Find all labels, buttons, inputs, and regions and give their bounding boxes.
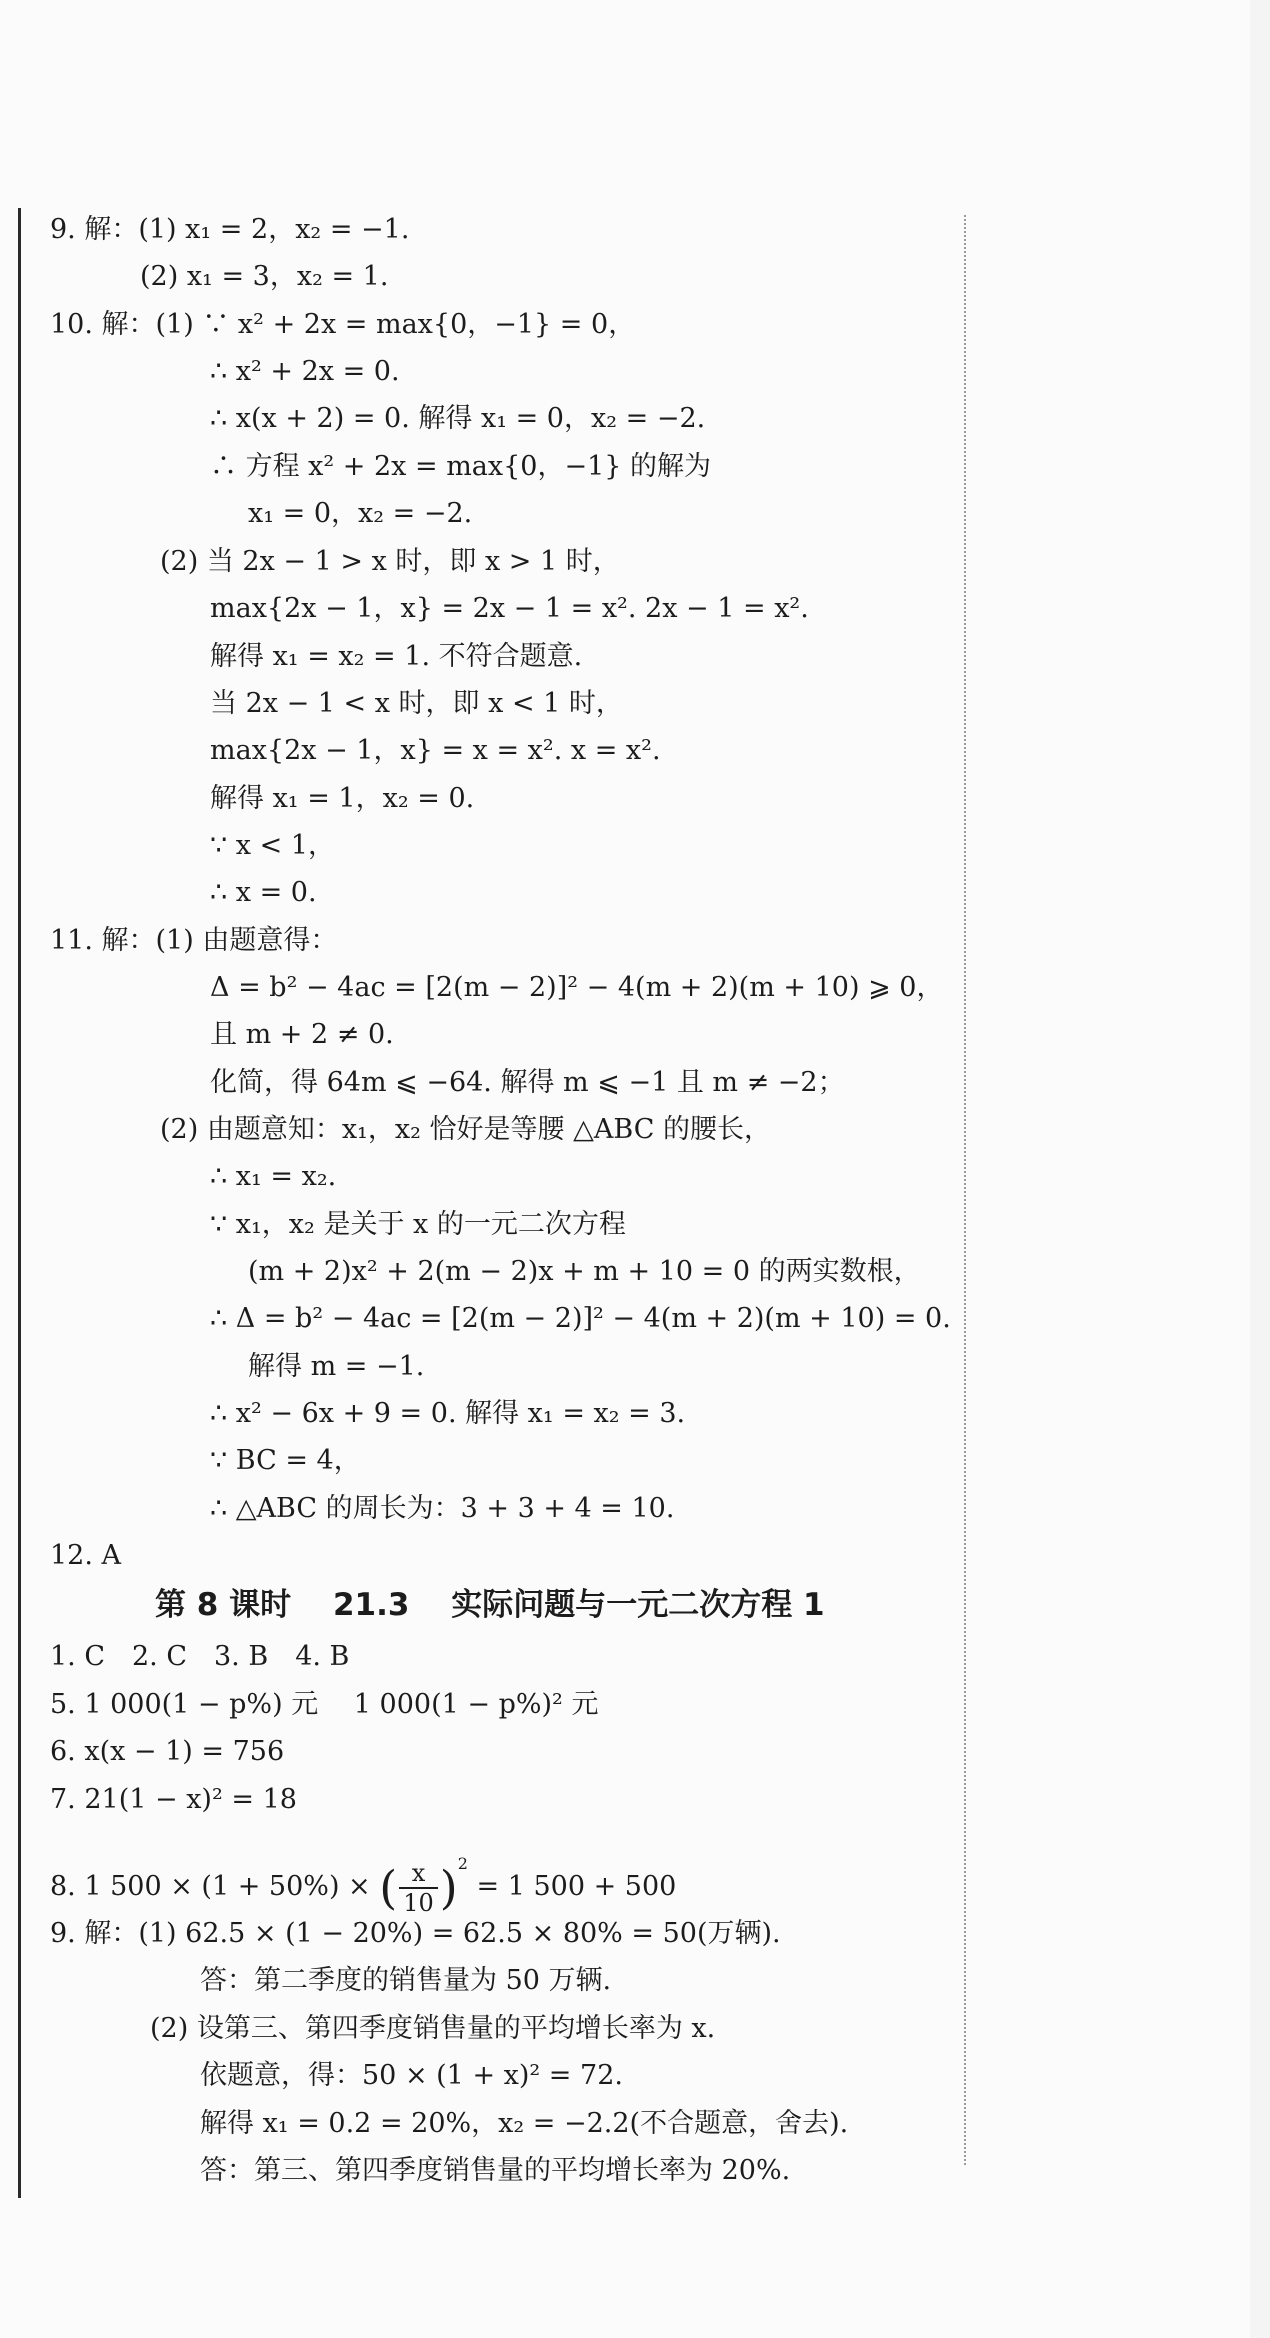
formula-line-8 bbox=[50, 1836, 676, 1917]
text-line: (2) 设第三、第四季度销售量的平均增长率为 x. bbox=[150, 2013, 716, 2044]
text-line: 9. 解：(1) x₁ = 2，x₂ = −1. bbox=[50, 214, 410, 245]
formula-exponent: 2 bbox=[457, 1854, 468, 1873]
fraction-denominator: 10 bbox=[403, 1888, 434, 1917]
formula-suffix: = 1 500 + 500 bbox=[476, 1871, 677, 1902]
text-line: Δ = b² − 4ac = [2(m − 2)]² − 4(m + 2)(m + 10) ⩾ 0， bbox=[210, 972, 944, 1003]
text-line: ∴ Δ = b² − 4ac = [2(m − 2)]² − 4(m + 2)(m + 10) = 0. bbox=[210, 1303, 951, 1334]
text-line: (2) 当 2x − 1 > x 时，即 x > 1 时， bbox=[160, 546, 620, 577]
text-line: 答：第二季度的销售量为 50 万辆. bbox=[200, 1965, 612, 1996]
text-line: 答：第三、第四季度销售量的平均增长率为 20%. bbox=[200, 2155, 791, 2186]
text-line: 9. 解：(1) 62.5 × (1 − 20%) = 62.5 × 80% = 50(万辆). bbox=[50, 1918, 781, 1949]
text-line: 解得 x₁ = x₂ = 1. 不符合题意. bbox=[210, 641, 583, 672]
text-line: 11. 解：(1) 由题意得： bbox=[50, 925, 338, 956]
text-line: 当 2x − 1 < x 时，即 x < 1 时， bbox=[210, 688, 623, 719]
section-heading: 第 8 课时 21.3 实际问题与一元二次方程 1 bbox=[155, 1587, 825, 1623]
text-line: (m + 2)x² + 2(m − 2)x + m + 10 = 0 的两实数根， bbox=[248, 1256, 921, 1287]
text-line: (2) x₁ = 3，x₂ = 1. bbox=[140, 261, 389, 292]
text-line: 10. 解：(1) ∵ x² + 2x = max{0，−1} = 0， bbox=[50, 309, 636, 340]
text-line: 解得 m = −1. bbox=[248, 1351, 425, 1382]
text-line: ∴ △ABC 的周长为：3 + 3 + 4 = 10. bbox=[210, 1493, 675, 1524]
left-paren: ( bbox=[379, 1860, 398, 1915]
fraction bbox=[399, 1859, 438, 1917]
text-line: ∵ x < 1， bbox=[210, 830, 335, 861]
text-line: (2) 由题意知：x₁，x₂ 恰好是等腰 △ABC 的腰长， bbox=[160, 1114, 771, 1145]
text-line: ∵ BC = 4， bbox=[210, 1445, 361, 1476]
text-line: max{2x − 1，x} = 2x − 1 = x². 2x − 1 = x². bbox=[210, 593, 809, 624]
left-margin-rule bbox=[18, 208, 21, 2198]
text-line: max{2x − 1，x} = x = x². x = x². bbox=[210, 735, 661, 766]
text-line: ∴ x = 0. bbox=[210, 877, 317, 908]
fraction-numerator: x bbox=[399, 1859, 438, 1889]
answer-line: 5. 1 000(1 − p%) 元 1 000(1 − p%)² 元 bbox=[50, 1689, 599, 1720]
text-line: 依题意，得：50 × (1 + x)² = 72. bbox=[200, 2060, 623, 2091]
text-line: ∴ x² − 6x + 9 = 0. 解得 x₁ = x₂ = 3. bbox=[210, 1398, 686, 1429]
text-line: ∵ x₁，x₂ 是关于 x 的一元二次方程 bbox=[210, 1209, 626, 1240]
right-paren: ) bbox=[439, 1860, 458, 1915]
text-line: ∴ x₁ = x₂. bbox=[210, 1161, 337, 1192]
text-line: 12. A bbox=[50, 1540, 122, 1571]
answer-line: 7. 21(1 − x)² = 18 bbox=[50, 1784, 297, 1815]
text-line: ∴ x(x + 2) = 0. 解得 x₁ = 0，x₂ = −2. bbox=[210, 403, 706, 434]
text-line: 化简，得 64m ⩽ −64. 解得 m ⩽ −1 且 m ≠ −2； bbox=[210, 1067, 845, 1098]
text-line: 解得 x₁ = 1，x₂ = 0. bbox=[210, 783, 475, 814]
text-line: ∴ x² + 2x = 0. bbox=[210, 356, 400, 387]
formula-prefix: 8. 1 500 × (1 + 50%) × bbox=[50, 1871, 371, 1902]
text-line: 解得 x₁ = 0.2 = 20%，x₂ = −2.2(不合题意，舍去). bbox=[200, 2108, 849, 2139]
answer-line: 1. C 2. C 3. B 4. B bbox=[50, 1641, 350, 1672]
text-line: 且 m + 2 ≠ 0. bbox=[210, 1019, 394, 1050]
right-dotted-rule bbox=[964, 215, 966, 2165]
text-line: x₁ = 0，x₂ = −2. bbox=[248, 498, 473, 529]
text-line: ∴ 方程 x² + 2x = max{0，−1} 的解为 bbox=[210, 451, 712, 482]
answer-line: 6. x(x − 1) = 756 bbox=[50, 1736, 285, 1767]
